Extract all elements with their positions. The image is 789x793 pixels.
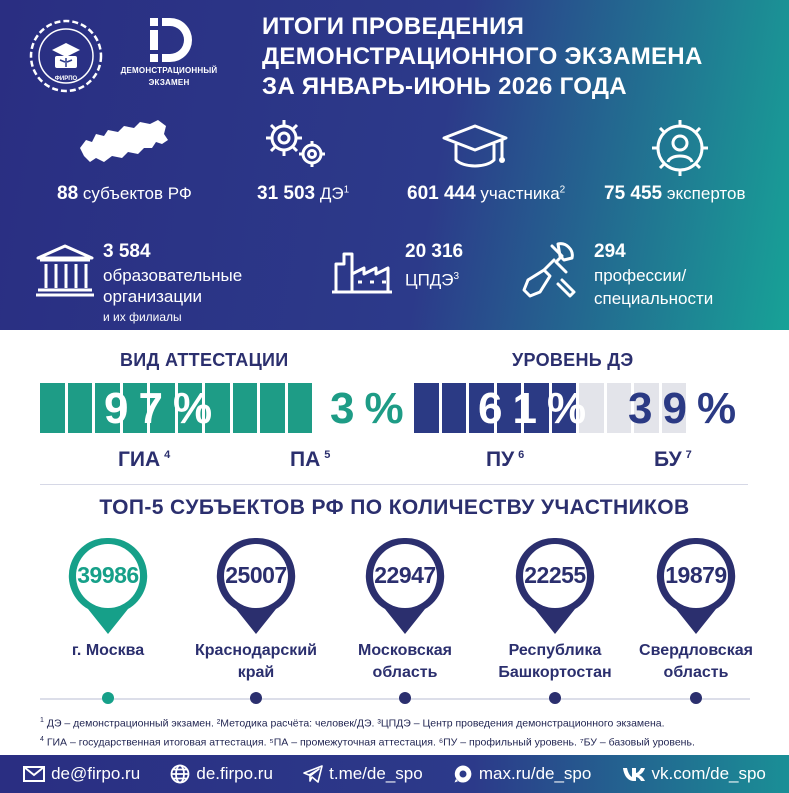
top5-heading: ТОП-5 СУБЪЕКТОВ РФ ПО КОЛИЧЕСТВУ УЧАСТНИКОВ xyxy=(99,496,690,519)
section-divider xyxy=(40,484,748,485)
title-line-2: ДЕМОНСТРАЦИОННОГО ЭКЗАМЕНА xyxy=(262,43,703,70)
stat-centers-value: 20 316 xyxy=(405,241,464,262)
pu-label xyxy=(486,448,524,472)
stat-exams-value: 31 503 xyxy=(257,183,316,204)
top5-region-line-1: г. Москва xyxy=(71,642,145,659)
top5-region-line-2: край xyxy=(237,664,275,681)
firpo-emblem-logo xyxy=(28,18,104,94)
bu-percent: 39% xyxy=(628,384,747,433)
attestation-bar-segment xyxy=(260,383,285,433)
stat-regions xyxy=(57,183,192,205)
stat-experts-label: экспертов xyxy=(666,184,746,203)
stat-exams xyxy=(257,183,349,205)
bu-note: 7 xyxy=(685,449,692,461)
vk-icon xyxy=(622,766,646,782)
stat-exams-note: 1 xyxy=(343,184,350,196)
timeline-dot xyxy=(250,692,262,704)
level-heading: УРОВЕНЬ ДЭ xyxy=(512,350,634,370)
stat-regions-label: субъектов РФ xyxy=(82,184,192,203)
pu-label-text: ПУ xyxy=(486,448,515,471)
stat-centers-note: 3 xyxy=(453,271,460,282)
expert-gear-icon xyxy=(648,116,712,180)
top5-region xyxy=(621,640,771,684)
footnote-line-2: $^4$ ГИА – государственная итоговая аттестация. ⁵ПА – промежуточная аттестация. ⁶ПУ – профильный уровень. ⁷БУ – базовый уровень. xyxy=(40,735,695,748)
title-line-3: ЗА ЯНВАРЬ-ИЮНЬ 2026 ГОДА xyxy=(262,73,627,100)
footer-vk-text: vk.com/de_spo xyxy=(651,764,766,783)
de-logo-caption-2: ЭКЗАМЕН xyxy=(148,78,190,87)
timeline-dot xyxy=(102,692,114,704)
level-bar-segment xyxy=(414,383,439,433)
pa-label-text: ПА xyxy=(290,448,321,471)
attestation-bar-segment xyxy=(233,383,258,433)
top5-region xyxy=(480,640,630,684)
footnote-line-1: $^1$ ДЭ – демонстрационный экзамен. ²Методика расчёта: человек/ДЭ. ³ЦПДЭ – Центр проведения демонстрационного экзамена. xyxy=(40,717,665,730)
stat-professions-value: 294 xyxy=(594,241,626,262)
attestation-bar-segment xyxy=(288,383,313,433)
top5-region-line-1: Свердловская xyxy=(639,642,753,659)
title-line-1: ИТОГИ ПРОВЕДЕНИЯ xyxy=(262,13,525,40)
stat-professions-label-1: профессии/ xyxy=(594,266,687,285)
footnotes xyxy=(40,713,760,750)
page-title xyxy=(262,12,762,102)
emblem-text: ФИРПО xyxy=(54,76,78,82)
footer-site-link[interactable] xyxy=(170,764,273,784)
timeline-dot xyxy=(399,692,411,704)
stat-centers-label xyxy=(405,266,459,291)
graduation-cap-icon xyxy=(440,120,510,176)
stat-orgs-label-2: организации xyxy=(103,287,203,306)
demo-exam-logo xyxy=(110,16,228,96)
institution-icon xyxy=(34,242,96,298)
gia-label xyxy=(118,448,170,472)
de-logo-icon xyxy=(146,16,192,64)
footer-vk-link[interactable] xyxy=(622,764,766,784)
top5-value: 22947 xyxy=(374,562,436,588)
top5-region-line-1: Московская xyxy=(358,642,452,659)
footer-telegram-link[interactable] xyxy=(303,764,423,784)
timeline-line xyxy=(40,698,750,700)
stat-exams-label: ДЭ xyxy=(319,184,344,203)
globe-icon xyxy=(170,764,190,784)
top5-region-line-2: область xyxy=(663,664,729,681)
stat-regions-value: 88 xyxy=(57,183,79,204)
stat-participants-label: участника xyxy=(480,184,560,203)
footer-email-link[interactable] xyxy=(23,764,140,784)
top5-value: 39986 xyxy=(77,562,139,588)
pa-percent: 3% xyxy=(330,384,414,433)
top5-region-line-1: Краснодарский xyxy=(195,642,317,659)
top5-region-line-1: Республика xyxy=(508,642,602,659)
stat-participants-value: 601 444 xyxy=(407,183,476,204)
attestation-bar-segment xyxy=(40,383,65,433)
top5-value: 25007 xyxy=(225,562,287,588)
header-banner xyxy=(0,0,789,330)
top5-value: 22255 xyxy=(524,562,586,588)
pu-note: 6 xyxy=(518,449,525,461)
pu-percent: 61% xyxy=(478,384,597,433)
stat-orgs-label-1: образовательные xyxy=(103,266,243,285)
footer-max-link[interactable] xyxy=(453,764,591,784)
gears-icon xyxy=(262,116,330,170)
max-messenger-icon xyxy=(453,764,473,784)
footer-site-text: de.firpo.ru xyxy=(196,764,273,783)
stat-orgs-value: 3 584 xyxy=(103,241,151,262)
gia-percent: 97% xyxy=(104,384,223,433)
bu-label xyxy=(654,448,692,472)
bu-label-text: БУ xyxy=(654,448,682,471)
level-bar-segment xyxy=(442,383,467,433)
russia-map-icon xyxy=(78,118,170,168)
stat-orgs-label-3: и их филиалы xyxy=(103,310,182,324)
stat-participants-note: 2 xyxy=(559,184,566,196)
top5-region xyxy=(33,640,183,662)
footer-telegram-text: t.me/de_spo xyxy=(329,764,423,783)
pa-label xyxy=(290,448,330,472)
top5-region xyxy=(181,640,331,684)
factory-icon xyxy=(330,244,394,296)
stat-participants xyxy=(407,183,565,205)
telegram-icon xyxy=(303,765,323,783)
stat-experts-value: 75 455 xyxy=(604,183,663,204)
top5-value: 19879 xyxy=(665,562,727,588)
stat-professions-label-2: специальности xyxy=(594,289,714,308)
stat-experts xyxy=(604,183,745,205)
de-logo-caption-1: ДЕМОНСТРАЦИОННЫЙ xyxy=(120,66,218,75)
footnote-line-2-text: ГИА – государственная итоговая аттестация. ⁵ПА – промежуточная аттестация. ⁶ПУ – профильный уровень. ⁷БУ – базовый уровень. xyxy=(46,736,695,748)
footnote-line-1-text: ДЭ – демонстрационный экзамен. ²Методика расчёта: человек/ДЭ. ³ЦПДЭ – Центр проведения демонстрационного экзамена. xyxy=(46,717,665,730)
timeline-dot xyxy=(690,692,702,704)
tools-icon xyxy=(518,240,580,302)
top5-region xyxy=(330,640,480,684)
timeline-dot xyxy=(549,692,561,704)
top5-region-line-2: область xyxy=(372,664,438,681)
attestation-bar-segment xyxy=(68,383,93,433)
footer-bar xyxy=(0,755,789,793)
top5-region-line-2: Башкортостан xyxy=(498,664,612,681)
mail-icon xyxy=(23,766,45,782)
stat-centers-label-text: ЦПДЭ xyxy=(405,270,454,290)
footer-email-text: de@firpo.ru xyxy=(51,764,141,783)
footer-max-text: max.ru/de_spo xyxy=(478,764,592,783)
attestation-heading: ВИД АТТЕСТАЦИИ xyxy=(120,350,289,370)
gia-note: 4 xyxy=(164,449,171,461)
pa-note: 5 xyxy=(324,449,331,461)
gia-label-text: ГИА xyxy=(118,448,161,471)
